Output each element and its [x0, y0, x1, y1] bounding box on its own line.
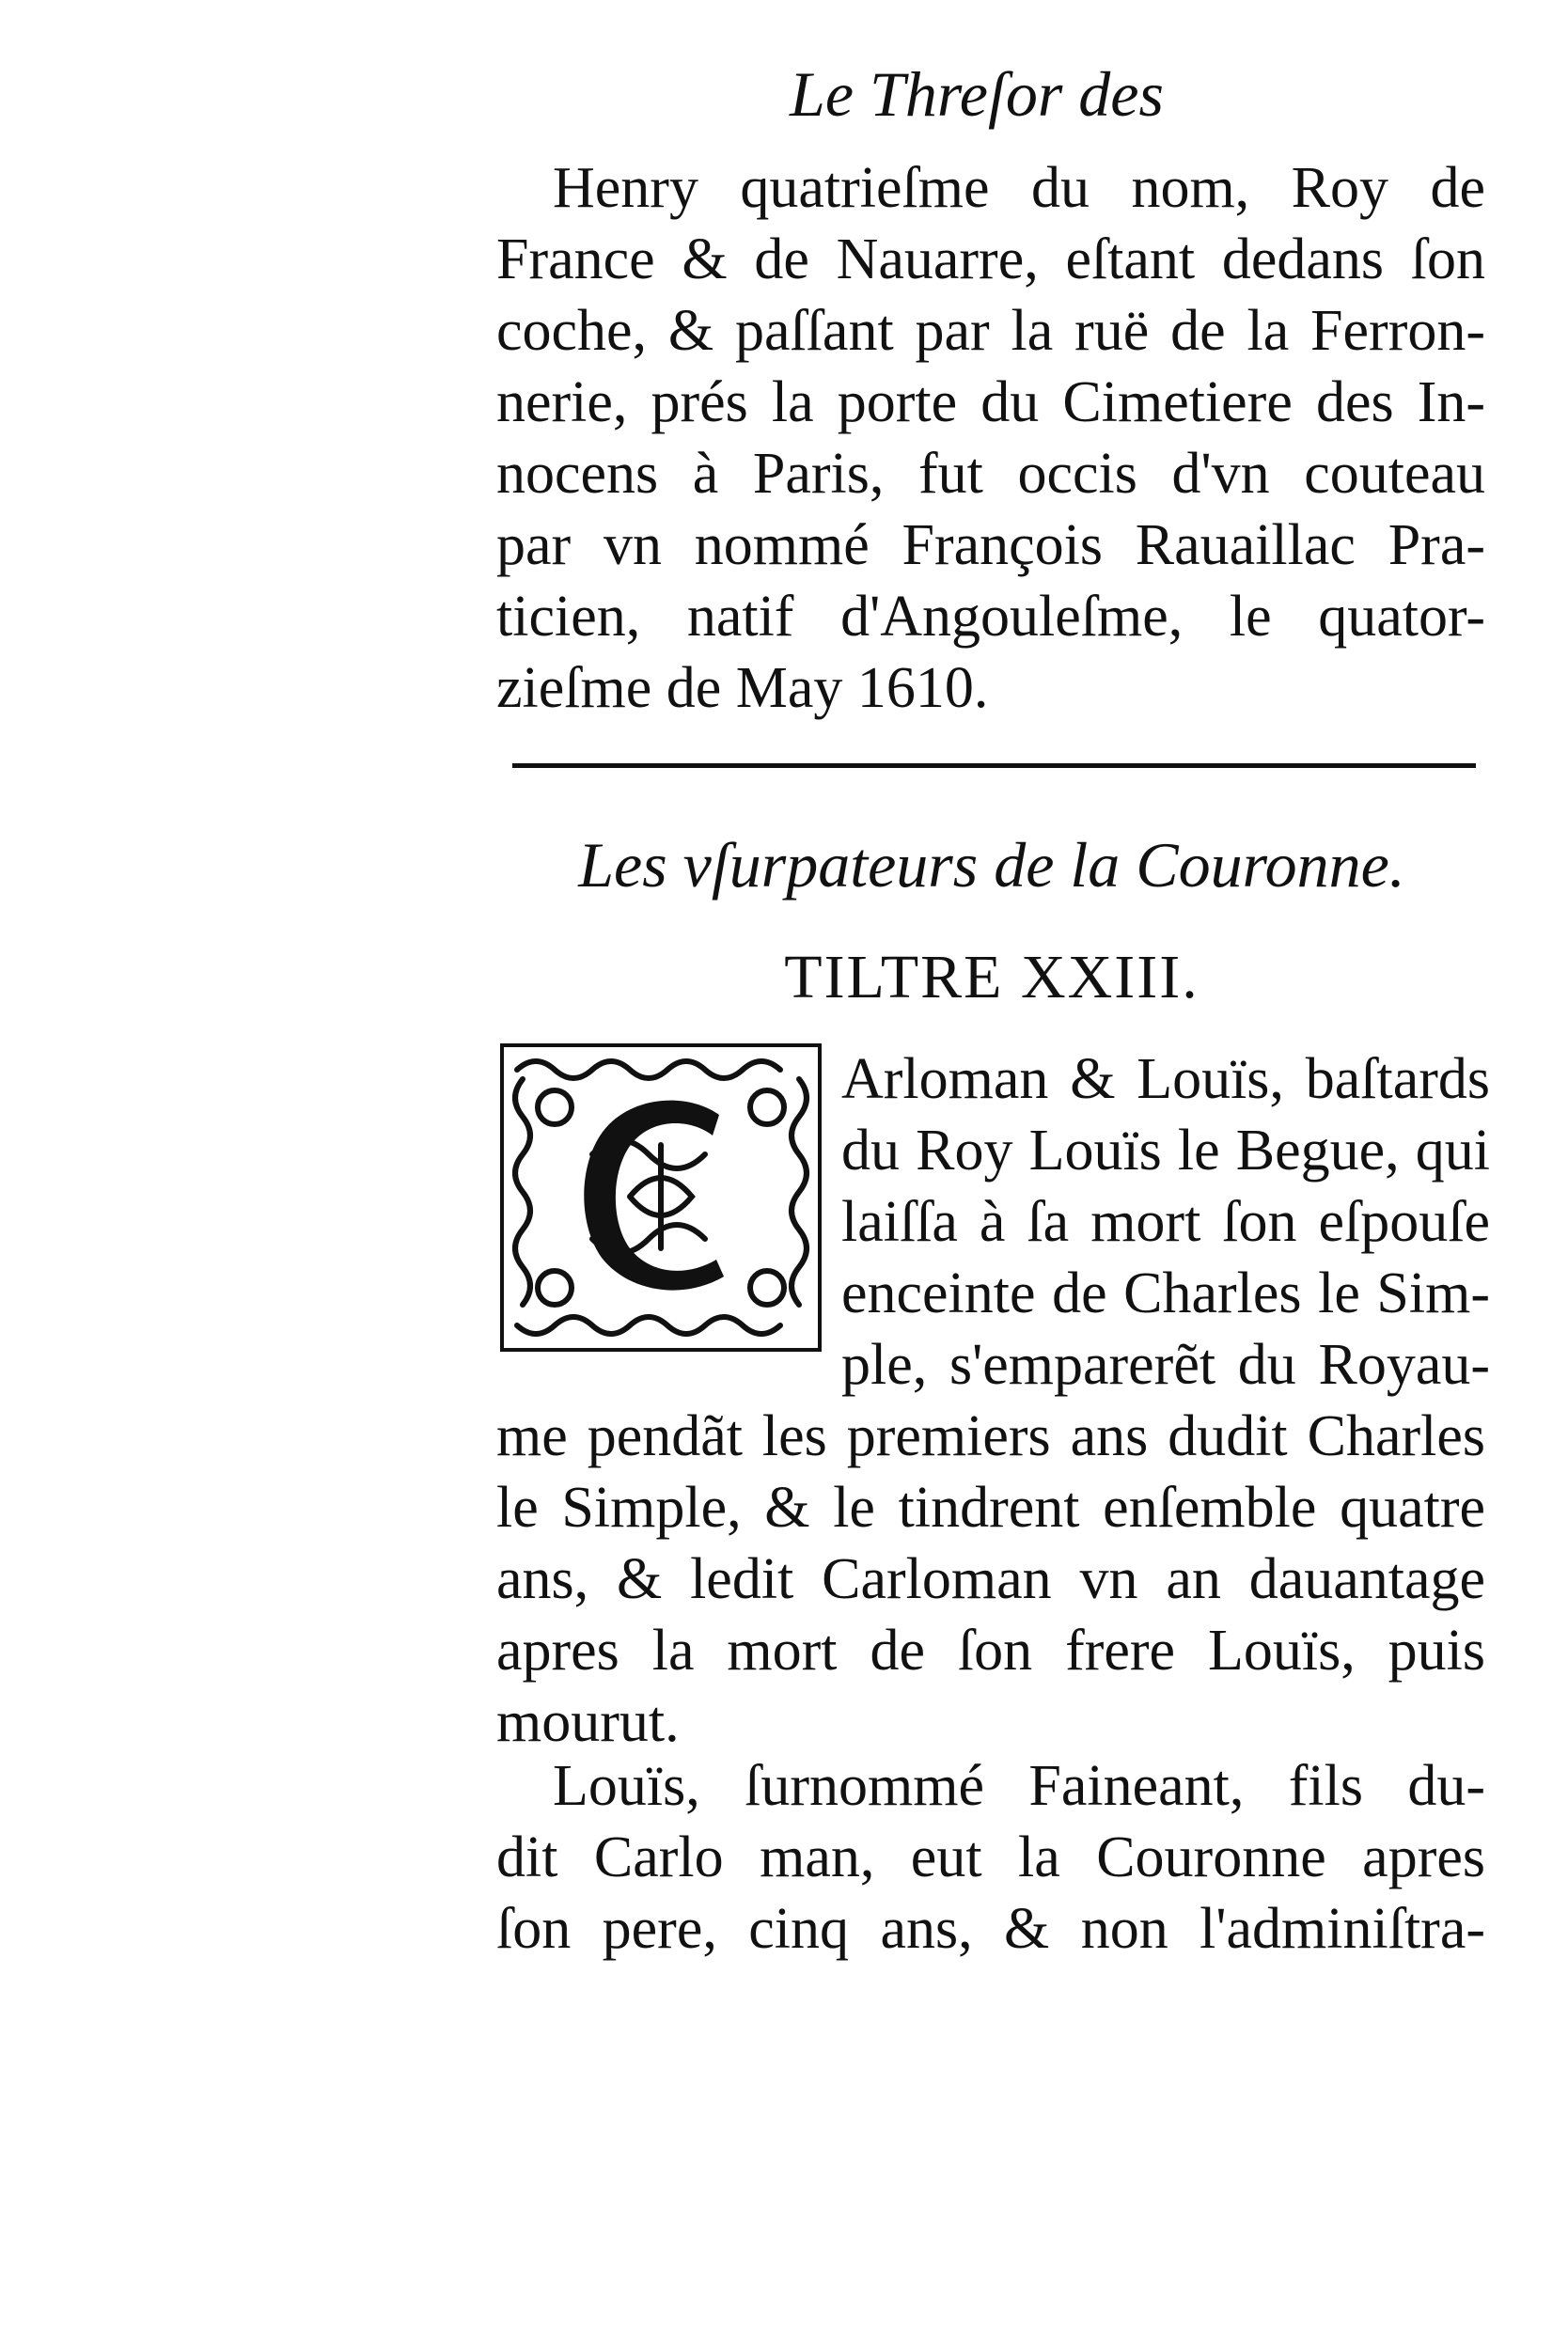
- text-line: mourut.: [496, 1690, 680, 1754]
- text-line: enceinte de Charles le Sim-: [841, 1261, 1490, 1325]
- text-line: Louïs, ſurnommé Faineant, fils du-: [553, 1754, 1485, 1818]
- paragraph-usurpers-opening: [841, 1043, 1490, 1401]
- section-number: TILTRE XXIII.: [784, 943, 1200, 1011]
- text-line: France & de Nauarre, eſtant dedans ſon: [496, 227, 1485, 291]
- text-line: coche, & paſſant par la ruë de la Ferron-: [496, 299, 1485, 363]
- text-line: ticien, natif d'Angouleſme, le quator-: [496, 585, 1485, 649]
- running-head: Le Threſor des: [790, 58, 1164, 130]
- text-line: ſon pere, cinq ans, & non l'adminiſtra-: [496, 1897, 1485, 1961]
- text-line: zieſme de May 1610.: [496, 656, 989, 720]
- text-line: Arloman & Louïs, baſtards: [841, 1047, 1490, 1111]
- section-title: Les vſurpateurs de la Couronne.: [578, 829, 1405, 901]
- paragraph-usurpers-continued: [496, 1401, 1485, 1758]
- text-line: laiſſa à ſa mort ſon eſpouſe: [841, 1190, 1490, 1254]
- section-divider-rule: [512, 763, 1476, 768]
- paragraph-henry-iv: [496, 152, 1485, 724]
- text-line: le Simple, & le tindrent enſemble quatre: [496, 1476, 1485, 1540]
- paragraph-louis-faineant: [496, 1750, 1485, 1965]
- text-line: dit Carlo man, eut la Couronne apres: [496, 1825, 1485, 1889]
- text-line: Henry quatrieſme du nom, Roy de: [553, 156, 1485, 220]
- text-line: du Roy Louïs le Begue, qui: [841, 1119, 1490, 1183]
- text-line: nocens à Paris, fut occis d'vn couteau: [496, 442, 1485, 506]
- ornament-initial-icon: [498, 1042, 823, 1354]
- text-line: ple, s'emparerẽt du Royau-: [841, 1333, 1490, 1397]
- initial-letter: C: [657, 1222, 665, 1232]
- decorated-initial-c: [498, 1042, 823, 1354]
- text-line: nerie, prés la porte du Cimetiere des In-: [496, 370, 1485, 434]
- text-line: me pendãt les premiers ans dudit Charles: [496, 1404, 1485, 1468]
- text-line: par vn nommé François Rauaillac Pra-: [496, 513, 1485, 577]
- text-line: ans, & ledit Carloman vn an dauantage: [496, 1547, 1485, 1611]
- text-line: apres la mort de ſon frere Louïs, puis: [496, 1619, 1485, 1683]
